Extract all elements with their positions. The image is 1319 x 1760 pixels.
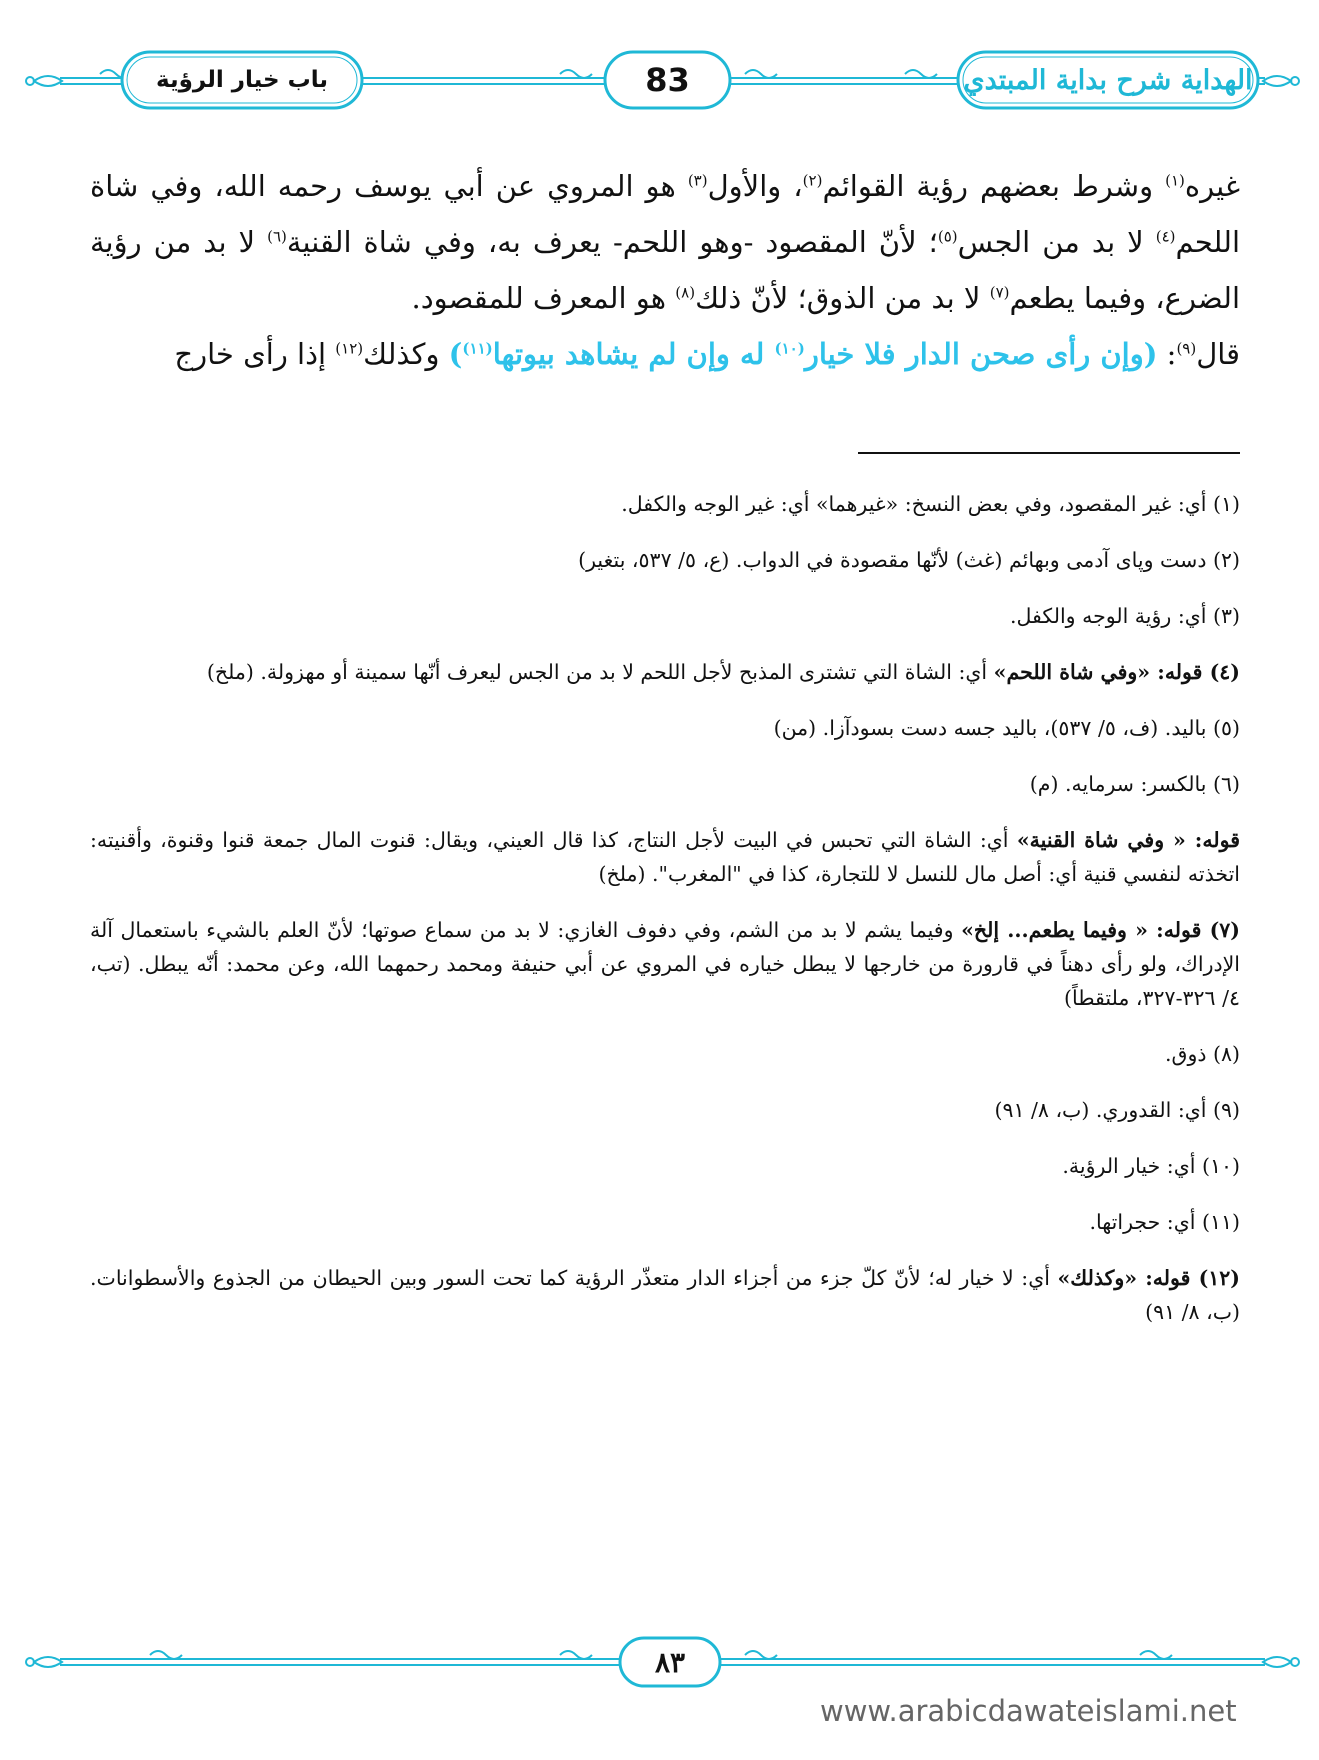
footnote-ref[interactable]: (١٢) (335, 339, 364, 358)
footnote-6: (٦) بالكسر: سرمايه. (م) (1029, 772, 1240, 796)
footer-page-number: ٨٣ (654, 1645, 686, 1679)
text-run: وكذلك (363, 337, 449, 371)
text-run: لا بد من الجس (957, 225, 1156, 259)
page-number: 83 (645, 61, 690, 99)
footnote-ref[interactable]: (٨) (675, 283, 696, 302)
text-run: (وإن رأى صحن الدار فلا خيار (804, 337, 1158, 371)
text-run: له وإن لم يشاهد بيوتها (492, 337, 775, 371)
text-run: قال (1196, 337, 1240, 371)
footnote-ref[interactable]: (٦) (267, 227, 287, 246)
footnote-ref[interactable]: (٣) (687, 171, 708, 190)
book-title-logo: الهداية شرح بداية المبتدي (963, 64, 1253, 96)
text-run: هو المروي عن أبي يوسف رحمه الله، وفي شاة اللحم (90, 169, 1240, 259)
footnote-text: أي: الشاة التي تحبس في البيت لأجل النتاج، كذا قال العيني، ويقال: قنوت المال جمعة قنوا وقنوة، وأقنيته: اتخذته لنفسي قنية أي: أصل مال للنسل لا للتجارة، كذا في "المغرب". (ملخ) (90, 828, 1240, 886)
page-header (0, 0, 1319, 130)
footnote-12 (90, 1261, 1240, 1329)
paragraph-1 (90, 158, 1240, 326)
text-run: هو المعرف للمقصود. (411, 281, 676, 315)
footnote-lead: (٧) قوله: « وفيما يطعم... إلخ» (961, 918, 1240, 942)
footnote-lead: قوله: « وفي شاة القنية» (1016, 828, 1240, 852)
footnotes (90, 487, 1240, 1329)
footnote-10: (١٠) أي: خيار الرؤية. (1062, 1154, 1240, 1178)
footnote-8: (٨) ذوق. (1165, 1042, 1240, 1066)
text-run: لا بد من رؤية الضرع، وفيما يطعم (90, 225, 1240, 315)
footnote-lead: (١٢) قوله: «وكذلك» (1057, 1266, 1240, 1290)
section-title: باب خيار الرؤية (156, 67, 328, 93)
footnote-text: وفيما يشم لا بد من الشم، وفي دفوف الغازي: لا بد من سماع صوتها؛ لأنّ العلم بالشيء باستعمال آلة الإدراك، ولو رأى دهناً في قارورة من خارجها لا يبطل خياره في المروي عن أبي حنيفة ومحمد رحمهما الله، وعن محمد: أنّه يبطل. (تب، ٤/ ٣٢٦-٣٢٧، ملتقطاً) (90, 918, 1240, 1010)
footnote-lead: (٤) قوله: «وفي شاة اللحم» (993, 660, 1240, 684)
footnote-1: (١) أي: غير المقصود، وفي بعض النسخ: «غيرهما» أي: غير الوجه والكفل. (621, 492, 1240, 516)
footnote-5: (٥) باليد. (ف، ٥/ ٥٣٧)، باليد جسه دست بسودآزا. (من) (773, 716, 1240, 740)
footnote-11: (١١) أي: حجراتها. (1089, 1210, 1240, 1234)
footnote-text: أي: الشاة التي تشترى المذبح لأجل اللحم لا بد من الجس ليعرف أنّها سمينة أو مهزولة. (ملخ) (206, 660, 994, 684)
main-text (90, 158, 1240, 382)
footnote-ref[interactable]: (٤) (1155, 227, 1176, 246)
footnote-6-continued (90, 823, 1240, 891)
text-run: لا بد من الذوق؛ لأنّ ذلك (695, 281, 990, 315)
website-link[interactable]: www.arabicdawateislami.net (820, 1694, 1237, 1728)
text-run: غيره (1184, 169, 1240, 203)
footnote-ref[interactable]: (١٠) (774, 339, 805, 358)
footnote-9: (٩) أي: القدوري. (ب، ٨/ ٩١) (994, 1098, 1240, 1122)
footnote-ref[interactable]: (١١) (462, 339, 493, 358)
matn-quote (449, 337, 1158, 371)
footnote-ref[interactable]: (٩) (1176, 339, 1197, 358)
text-run: إذا رأى خارج (174, 337, 336, 371)
footnote-4 (90, 655, 1240, 689)
footnote-7 (90, 913, 1240, 1015)
text-run: ؛ لأنّ المقصود -وهو اللحم- يعرف به، وفي شاة القنية (286, 225, 938, 259)
footnote-3: (٣) أي: رؤية الوجه والكفل. (1010, 604, 1240, 628)
text-run: ) (448, 337, 463, 371)
footnote-ref[interactable]: (٥) (937, 227, 958, 246)
footnote-ref[interactable]: (٧) (989, 283, 1010, 302)
footnote-divider (858, 452, 1240, 454)
text-run: وشرط بعضهم رؤية القوائم (822, 169, 1166, 203)
text-run: : (1157, 337, 1177, 371)
footnote-text: أي: لا خيار له؛ لأنّ كلّ جزء من أجزاء الدار متعذّر الرؤية كما تحت السور وبين الحيطان من الجذوع والأسطوانات. (ب، ٨/ ٩١) (90, 1266, 1240, 1324)
footnote-ref[interactable]: (٢) (802, 171, 823, 190)
footnote-ref[interactable]: (١) (1165, 171, 1185, 190)
footnote-2: (٢) دست وپاى آدمى وبهائم (غث) لأنّها مقصودة في الدواب. (ع، ٥/ ٥٣٧، بتغير) (578, 548, 1240, 572)
paragraph-2 (90, 326, 1240, 382)
page-footer (0, 1630, 1319, 1700)
text-run: ، والأول (707, 169, 803, 203)
